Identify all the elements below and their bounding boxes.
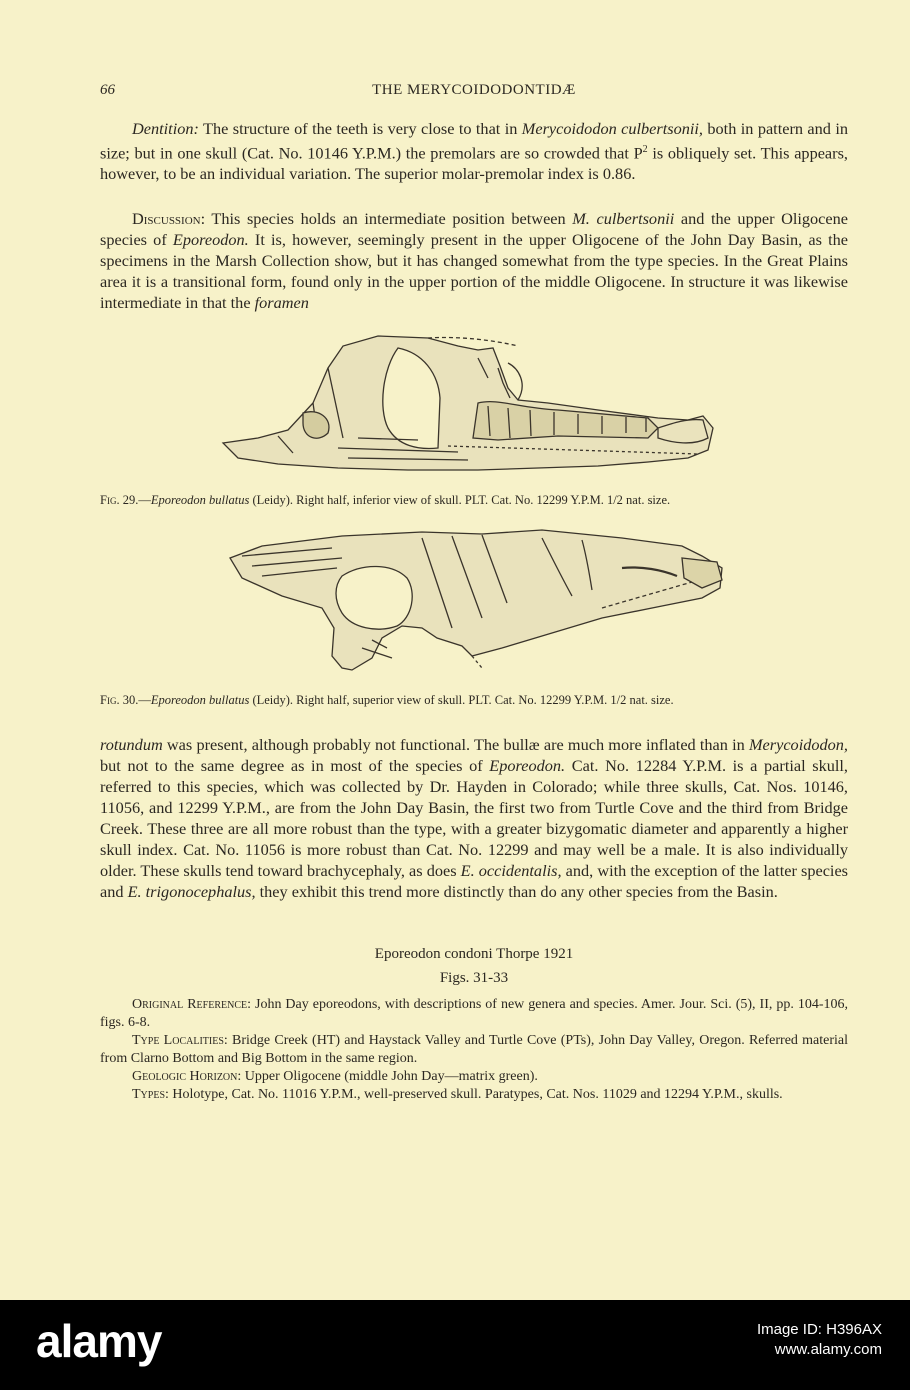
running-header xyxy=(100,82,848,104)
entry-label: Geologic Horizon: xyxy=(132,1069,242,1084)
entry-label: Type Localities: xyxy=(132,1033,228,1048)
discussion-label: Discussion: xyxy=(132,209,206,228)
figure-label: Fig. 30.— xyxy=(100,693,151,707)
taxon-name: E. occidentalis, xyxy=(460,861,562,880)
image-id-text: Image ID: H396AX xyxy=(756,1321,882,1338)
site-url: www.alamy.com xyxy=(774,1341,882,1358)
tooth-superscript: 2 xyxy=(642,144,648,155)
types-entry xyxy=(100,1086,848,1104)
discussion-paragraph xyxy=(100,208,848,313)
discussion-text-2: and the upper Oligocene species of xyxy=(100,209,848,249)
entry-text: Bridge Creek (HT) and Haystack Valley and Turtle Cove (PTs), John Day Valley, Oregon. Referred material from Clarno Bottom and Big Bottom in the same region. xyxy=(100,1033,849,1066)
continuation-paragraph xyxy=(100,734,848,902)
original-reference-entry xyxy=(100,996,848,1032)
dentition-text-1: The structure of the teeth is very close to that in xyxy=(198,119,522,138)
dentition-label: Dentition: xyxy=(132,119,199,138)
dentition-text-3: is obliquely set. This appears, however, to be an individual variation. The superior molar-premolar index is 0.86. xyxy=(100,143,848,184)
discussion-text-1: This species holds an intermediate position between xyxy=(205,209,573,228)
entry-text: John Day eporeodons, with descriptions of new genera and species. Amer. Jour. Sci. (5), II, pp. 104-106, figs. 6-8. xyxy=(100,997,849,1030)
entry-label: Original Reference: xyxy=(132,997,251,1012)
page-number: 66 xyxy=(100,82,115,98)
anatomical-term: rotundum xyxy=(100,735,163,754)
type-localities-entry xyxy=(100,1032,848,1068)
continuation-text-1: was present, although probably not functional. The bullæ are much more inflated than in xyxy=(162,735,749,754)
entry-text: Upper Oligocene (middle John Day—matrix green). xyxy=(241,1069,538,1084)
figure-30-caption xyxy=(100,692,848,708)
species-figures: Figs. 31-33 xyxy=(439,970,509,986)
dentition-paragraph xyxy=(100,118,848,184)
entry-label: Types: xyxy=(132,1087,169,1102)
taxon-name: Merycoidodon culbertsonii, xyxy=(521,119,703,138)
figure-label: Fig. 29.— xyxy=(100,493,151,507)
taxon-name: M. culbertsonii xyxy=(572,209,675,228)
caption-text: (Leidy). Right half, superior view of skull. PLT. Cat. No. 12299 Y.P.M. 1/2 nat. size. xyxy=(249,693,674,707)
continuation-text-4: and, with the exception of the latter species and xyxy=(100,861,849,901)
taxon-name: E. trigonocephalus, xyxy=(127,882,256,901)
skull-inferior-drawing xyxy=(223,336,713,470)
taxon-name: Merycoidodon, xyxy=(748,735,848,754)
dentition-text-2: both in pattern and in size; but in one skull (Cat. No. 10146 Y.P.M.) the premolars are so crowded that P xyxy=(100,119,848,163)
continuation-text-3: Cat. No. 12284 Y.P.M. is a partial skull, referred to this species, which was collected by Dr. Hayden in Colorado; while three skulls, Cat. Nos. 10146, 11056, and 12299 Y.P.M., are from the John Day Basin, the first two from Turtle Cove and the third from Bridge Creek. These three are all more robust than the type, with a greater bizygomatic diameter and apparently a higher skull index. Cat. No. 11056 is more robust than Cat. No. 12299 and may well be a male. It is also individually older. These skulls tend toward brachycephaly, as does xyxy=(100,756,848,880)
species-heading: Eporeodon condoni Thorpe 1921 xyxy=(374,946,574,962)
figure-30-skull-superior-view xyxy=(222,518,742,678)
taxon-name: Eporeodon. xyxy=(172,230,249,249)
continuation-text-2: but not to the same degree as in most of the species of xyxy=(100,756,490,775)
caption-text: (Leidy). Right half, inferior view of skull. PLT. Cat. No. 12299 Y.P.M. 1/2 nat. size. xyxy=(249,493,671,507)
running-title: THE MERYCOIDODONTIDÆ xyxy=(372,82,576,98)
taxon-name: Eporeodon bullatus xyxy=(150,493,250,507)
figure-29-caption xyxy=(100,492,848,508)
entry-text: Holotype, Cat. No. 11016 Y.P.M., well-preserved skull. Paratypes, Cat. Nos. 11029 and 12294 Y.P.M., skulls. xyxy=(168,1087,783,1102)
geologic-horizon-entry xyxy=(100,1068,848,1086)
taxon-name: Eporeodon. xyxy=(489,756,566,775)
figure-29-skull-inferior-view xyxy=(218,328,738,478)
continuation-text-5: they exhibit this trend more distinctly than do any other species from the Basin. xyxy=(255,882,778,901)
image-id xyxy=(757,1320,882,1360)
stock-watermark-banner xyxy=(0,1300,910,1390)
anatomical-term: foramen xyxy=(254,293,309,312)
skull-superior-drawing xyxy=(230,530,722,670)
discussion-text-3: It is, however, seemingly present in the upper Oligocene of the John Day Basin, as the specimens in the Marsh Collection show, but it has changed somewhat from the type species. In the Great Plains area it is a transitional form, found only in the upper portion of the middle Oligocene. In structure it was likewise intermediate in that the xyxy=(100,230,849,312)
alamy-logo: alamy xyxy=(36,1315,162,1367)
taxon-name: Eporeodon bullatus xyxy=(150,693,250,707)
